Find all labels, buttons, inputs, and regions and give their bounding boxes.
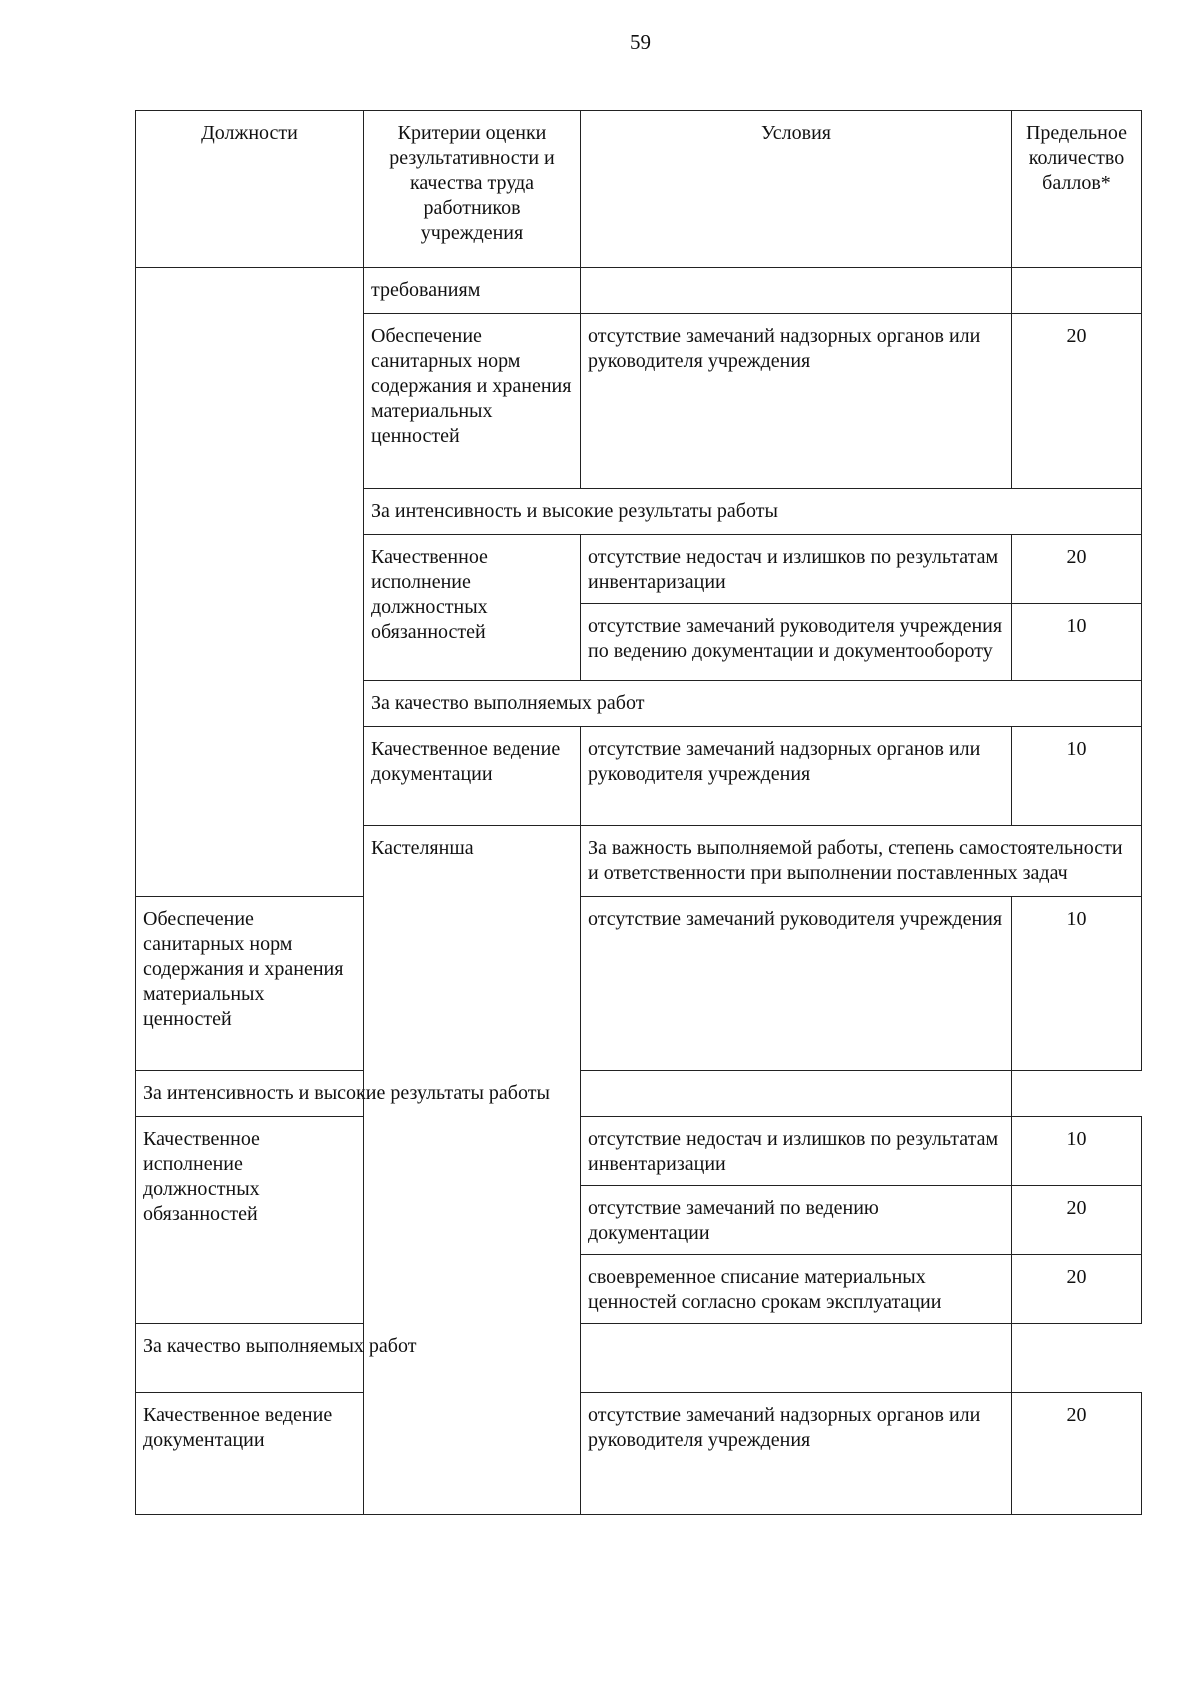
points-cell: 20 — [1012, 1255, 1142, 1324]
condition-cell: отсутствие замечаний руководителя учреждения — [581, 897, 1012, 1071]
table-row — [136, 268, 1142, 314]
criteria-cell: Качественное ведение документации — [364, 727, 581, 826]
position-cell: Кастелянша — [364, 826, 581, 1515]
condition-cell: отсутствие замечаний надзорных органов или руководителя учреждения — [581, 314, 1012, 489]
condition-cell: своевременное списание материальных ценностей согласно срокам эксплуатации — [581, 1255, 1012, 1324]
points-cell: 10 — [1012, 604, 1142, 681]
table-row — [136, 1393, 1142, 1515]
section-heading: За интенсивность и высокие результаты работы — [364, 489, 1142, 535]
table-row — [136, 897, 1142, 1071]
criteria-cell: Качественное исполнение должностных обязанностей — [364, 535, 581, 681]
position-cell-empty — [136, 268, 364, 897]
condition-cell: отсутствие замечаний руководителя учреждения по ведению документации и документообороту — [581, 604, 1012, 681]
criteria-table — [135, 110, 1142, 1515]
section-row — [136, 1324, 1142, 1393]
section-heading: За важность выполняемой работы, степень самостоятельности и ответственности при выполнении поставленных задач — [581, 826, 1142, 897]
points-cell: 10 — [1012, 1117, 1142, 1186]
section-heading: За качество выполняемых работ — [136, 1324, 1012, 1393]
section-heading: За интенсивность и высокие результаты работы — [136, 1071, 1012, 1117]
condition-cell: отсутствие замечаний надзорных органов или руководителя учреждения — [581, 1393, 1012, 1515]
criteria-cell: Качественное ведение документации — [136, 1393, 364, 1515]
points-cell: 20 — [1012, 314, 1142, 489]
points-cell: 20 — [1012, 1186, 1142, 1255]
condition-cell: отсутствие недостач и излишков по результатам инвентаризации — [581, 535, 1012, 604]
criteria-cell: требованиям — [364, 268, 581, 314]
condition-cell — [581, 268, 1012, 314]
points-cell: 10 — [1012, 727, 1142, 826]
header-position: Должности — [136, 111, 364, 268]
table-header-row — [136, 111, 1142, 268]
points-cell — [1012, 268, 1142, 314]
criteria-cell: Обеспечение санитарных норм содержания и хранения материальных ценностей — [136, 897, 364, 1071]
condition-cell: отсутствие замечаний надзорных органов или руководителя учреждения — [581, 727, 1012, 826]
condition-cell: отсутствие замечаний по ведению документации — [581, 1186, 1012, 1255]
header-conditions: Условия — [581, 111, 1012, 268]
points-cell: 20 — [1012, 1393, 1142, 1515]
header-max-points: Предельное количество баллов* — [1012, 111, 1142, 268]
criteria-cell: Качественное исполнение должностных обязанностей — [136, 1117, 364, 1324]
condition-cell: отсутствие недостач и излишков по результатам инвентаризации — [581, 1117, 1012, 1186]
table-row — [136, 1117, 1142, 1186]
page-number: 59 — [630, 30, 651, 54]
section-heading: За качество выполняемых работ — [364, 681, 1142, 727]
section-row — [136, 1071, 1142, 1117]
header-criteria: Критерии оценки результативности и качества труда работников учреждения — [364, 111, 581, 268]
points-cell: 10 — [1012, 897, 1142, 1071]
points-cell: 20 — [1012, 535, 1142, 604]
criteria-cell: Обеспечение санитарных норм содержания и хранения материальных ценностей — [364, 314, 581, 489]
